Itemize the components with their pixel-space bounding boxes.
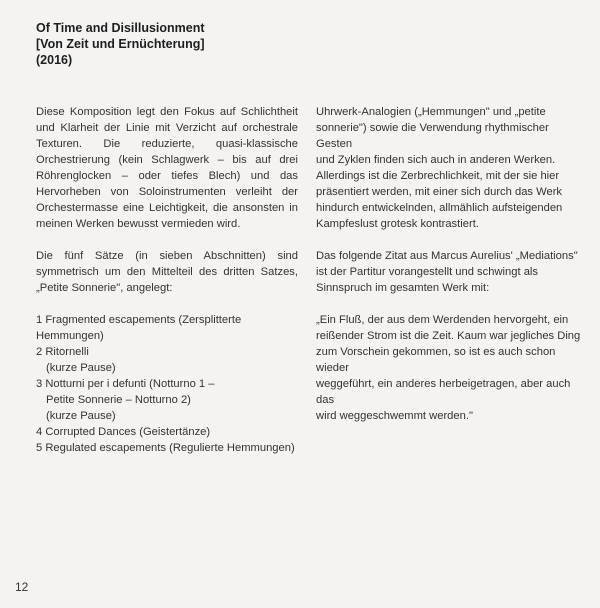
movement-3-continuation: Petite Sonnerie – Notturno 2)	[46, 394, 191, 406]
line: weggeführt, ein anderes herbeigetragen, aber auch das	[316, 378, 571, 406]
movement-2: 2 Ritornelli	[36, 346, 89, 358]
movement-2-note: (kurze Pause)	[46, 362, 116, 374]
line: Uhrwerk-Analogien („Hemmungen" und „petite	[316, 106, 546, 118]
line: Allerdings ist die Zerbrechlichkeit, mit der sie hier	[316, 170, 560, 182]
line: und Zyklen finden sich auch in anderen Werken.	[316, 154, 556, 166]
left-column	[36, 104, 298, 456]
line: ist der Partitur vorangestellt und schwingt als	[316, 266, 538, 278]
movement-1: 1 Fragmented escapements (Zersplitterte Hemmungen)	[36, 314, 242, 342]
line: Sinnspruch im gesamten Werk mit:	[316, 282, 490, 294]
line: Kampfeslust grotesk kontrastiert.	[316, 218, 479, 230]
movement-4: 4 Corrupted Dances (Geistertänze)	[36, 426, 211, 438]
movement-5: 5 Regulated escapements (Regulierte Hemmungen)	[36, 442, 295, 454]
work-title-block	[36, 20, 205, 68]
line: reißender Strom ist die Zeit. Kaum war jegliches Ding	[316, 330, 581, 342]
line: sonnerie") sowie die Verwendung rhythmischer Gesten	[316, 122, 549, 150]
line: präsentiert werden, mit einer sich durch das Werk	[316, 186, 563, 198]
page-number: 12	[15, 580, 29, 594]
title-english: Of Time and Disillusionment	[36, 21, 205, 35]
line: „Ein Fluß, der aus dem Werdenden hervorgeht, ein	[316, 314, 569, 326]
intro-paragraph: Diese Komposition legt den Fokus auf Schlichtheit und Klarheit der Linie mit Verzicht auf orchestrale Texturen. Die reduzierte, quasi-klassische Orchestrierung (kein Schlagwerk – bis auf drei Röhrenglocken – oder tiefes Blech) und das Hervorheben von Soloinstrumenten verleiht der Orchestermasse eine Leichtigkeit, die ansonsten in meinen Werken bewusst vermieden wird.	[36, 106, 298, 230]
movement-3-note: (kurze Pause)	[46, 410, 116, 422]
line: zum Vorschein gekommen, so ist es auch schon wieder	[316, 346, 556, 374]
line: hindurch entwickelnden, allmählich aufsteigenden	[316, 202, 563, 214]
right-column	[316, 104, 582, 440]
movement-list	[36, 312, 298, 456]
marcus-aurelius-quote	[316, 312, 582, 424]
line: Das folgende Zitat aus Marcus Aurelius' „Mediations"	[316, 250, 578, 262]
structure-paragraph: Die fünf Sätze (in sieben Abschnitten) sind symmetrisch um den Mittelteil des dritten Satzes, „Petite Sonnerie", angelegt:	[36, 250, 298, 294]
line: wird weggeschwemmt werden."	[316, 410, 473, 422]
title-german: [Von Zeit und Ernüchterung]	[36, 37, 205, 51]
movement-3: 3 Notturni per i defunti (Notturno 1 –	[36, 378, 215, 390]
clockwork-paragraph	[316, 104, 582, 232]
title-year: (2016)	[36, 53, 73, 67]
quote-intro-paragraph	[316, 248, 582, 296]
